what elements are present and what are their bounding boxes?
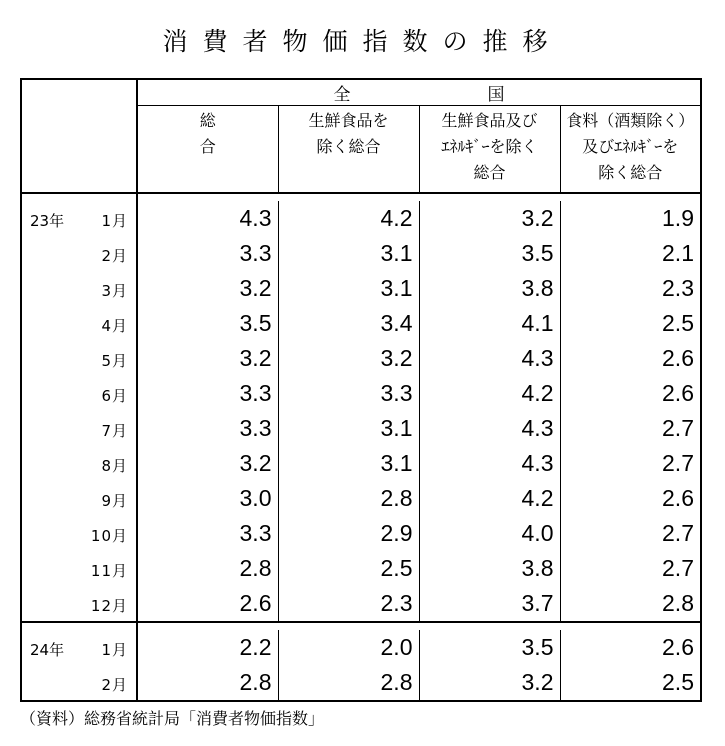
cell-value: 3.7 (419, 586, 560, 622)
row-label (21, 551, 137, 586)
row-label (21, 516, 137, 551)
cell-value: 3.5 (419, 630, 560, 665)
row-month: 1月 (101, 641, 128, 659)
header-blank-cell (21, 79, 137, 193)
year-separator (21, 622, 701, 630)
cell-value: 3.2 (419, 665, 560, 701)
cell-value: 3.3 (278, 376, 419, 411)
table-row (21, 446, 701, 481)
table-row (21, 630, 701, 665)
header-row-group (21, 79, 701, 106)
cell-value: 2.8 (560, 586, 701, 622)
header-col-core-core (419, 106, 560, 194)
cell-value: 4.0 (419, 516, 560, 551)
cell-value: 2.7 (560, 411, 701, 446)
row-month: 2月 (101, 247, 128, 265)
cell-value: 4.3 (419, 446, 560, 481)
header-col-line: 総 合 (199, 111, 288, 156)
row-month: 10月 (90, 527, 128, 545)
cell-value: 3.2 (419, 201, 560, 236)
row-label (21, 201, 137, 236)
cell-value: 3.1 (278, 271, 419, 306)
cell-value: 3.0 (239, 485, 272, 511)
cell-value: 4.3 (239, 205, 272, 231)
cell-value: 4.1 (419, 306, 560, 341)
cell-value: 3.1 (278, 411, 419, 446)
row-label (21, 630, 137, 665)
row-year: 23年 (30, 212, 65, 230)
cell-value: 3.1 (278, 236, 419, 271)
cell-value: 1.9 (560, 201, 701, 236)
row-label (21, 586, 137, 622)
cell-value: 2.5 (278, 551, 419, 586)
table-row (21, 201, 701, 236)
row-month: 5月 (101, 352, 128, 370)
cell-value: 2.6 (560, 376, 701, 411)
header-col-line: ｴﾈﾙｷﾞｰを除く (441, 137, 538, 156)
cell-value: 2.9 (278, 516, 419, 551)
row-label (21, 271, 137, 306)
table-row (21, 376, 701, 411)
header-group-national: 全 国 (137, 79, 701, 106)
cell-value: 3.2 (239, 275, 272, 301)
row-month: 6月 (101, 387, 128, 405)
cell-value: 4.3 (419, 341, 560, 376)
cell-value: 2.3 (278, 586, 419, 622)
table-row (21, 481, 701, 516)
cell-value: 2.3 (560, 271, 701, 306)
row-month: 1月 (101, 212, 128, 230)
page-title: 消費者物価指数の推移 (162, 27, 563, 56)
row-label (21, 481, 137, 516)
cell-value: 2.6 (560, 630, 701, 665)
header-col-line: 生鮮食品を (308, 111, 389, 130)
cell-value: 4.2 (419, 376, 560, 411)
row-year: 24年 (30, 641, 65, 659)
cell-value: 4.2 (278, 201, 419, 236)
cell-value: 3.3 (239, 240, 272, 266)
row-month: 2月 (101, 676, 128, 694)
table-row (21, 586, 701, 622)
header-col-line: 総合 (473, 163, 506, 182)
header-col-food-energy (560, 106, 701, 194)
header-col-core (278, 106, 419, 194)
cell-value: 2.6 (560, 481, 701, 516)
header-col-line: 及びｴﾈﾙｷﾞｰを (582, 137, 679, 156)
header-col-line: 除く総合 (598, 163, 663, 182)
row-label (21, 411, 137, 446)
cell-value: 2.8 (278, 665, 419, 701)
cell-value: 4.3 (419, 411, 560, 446)
row-label (21, 236, 137, 271)
row-month: 11月 (90, 562, 128, 580)
cell-value: 3.8 (419, 271, 560, 306)
cell-value: 3.5 (239, 310, 272, 336)
cell-value: 3.3 (239, 520, 272, 546)
cell-value: 2.8 (239, 669, 272, 695)
cpi-table (20, 78, 702, 702)
table-row (21, 236, 701, 271)
table-row (21, 271, 701, 306)
cell-value: 3.8 (419, 551, 560, 586)
cell-value: 4.2 (419, 481, 560, 516)
header-col-line: 生鮮食品及び (441, 111, 538, 130)
row-month: 7月 (101, 422, 128, 440)
header-col-line: 食料（酒類除く） (566, 111, 695, 130)
row-month: 4月 (101, 317, 128, 335)
cell-value: 2.7 (560, 446, 701, 481)
table-row (21, 341, 701, 376)
row-label (21, 376, 137, 411)
row-month: 8月 (101, 457, 128, 475)
header-col-total (137, 106, 288, 194)
table-body (21, 193, 701, 701)
table-row (21, 516, 701, 551)
table-row (21, 551, 701, 586)
table-row (21, 411, 701, 446)
cell-value: 3.1 (278, 446, 419, 481)
source-note: （資料）総務省統計局「消費者物価指数」 (20, 709, 325, 728)
cell-value: 2.7 (560, 516, 701, 551)
row-month: 9月 (101, 492, 128, 510)
table-row (21, 306, 701, 341)
cell-value: 2.6 (239, 590, 272, 616)
header-col-line: 除く総合 (316, 137, 381, 156)
cell-value: 3.3 (239, 415, 272, 441)
table-row (21, 665, 701, 701)
row-label (21, 341, 137, 376)
cell-value: 2.8 (278, 481, 419, 516)
cell-value: 3.2 (239, 450, 272, 476)
cell-value: 2.1 (560, 236, 701, 271)
cell-value: 2.0 (278, 630, 419, 665)
row-month: 12月 (90, 597, 128, 615)
row-month: 3月 (101, 282, 128, 300)
cell-value: 3.5 (419, 236, 560, 271)
row-label (21, 446, 137, 481)
cell-value: 3.2 (239, 345, 272, 371)
cell-value: 2.8 (239, 555, 272, 581)
row-label (21, 665, 137, 701)
cell-value: 2.7 (560, 551, 701, 586)
cell-value: 2.2 (239, 634, 272, 660)
body-top-gap (21, 193, 701, 201)
cell-value: 2.6 (560, 341, 701, 376)
cell-value: 3.4 (278, 306, 419, 341)
cell-value: 2.5 (560, 665, 701, 701)
cell-value: 3.2 (278, 341, 419, 376)
cell-value: 3.3 (239, 380, 272, 406)
cell-value: 2.5 (560, 306, 701, 341)
row-label (21, 306, 137, 341)
